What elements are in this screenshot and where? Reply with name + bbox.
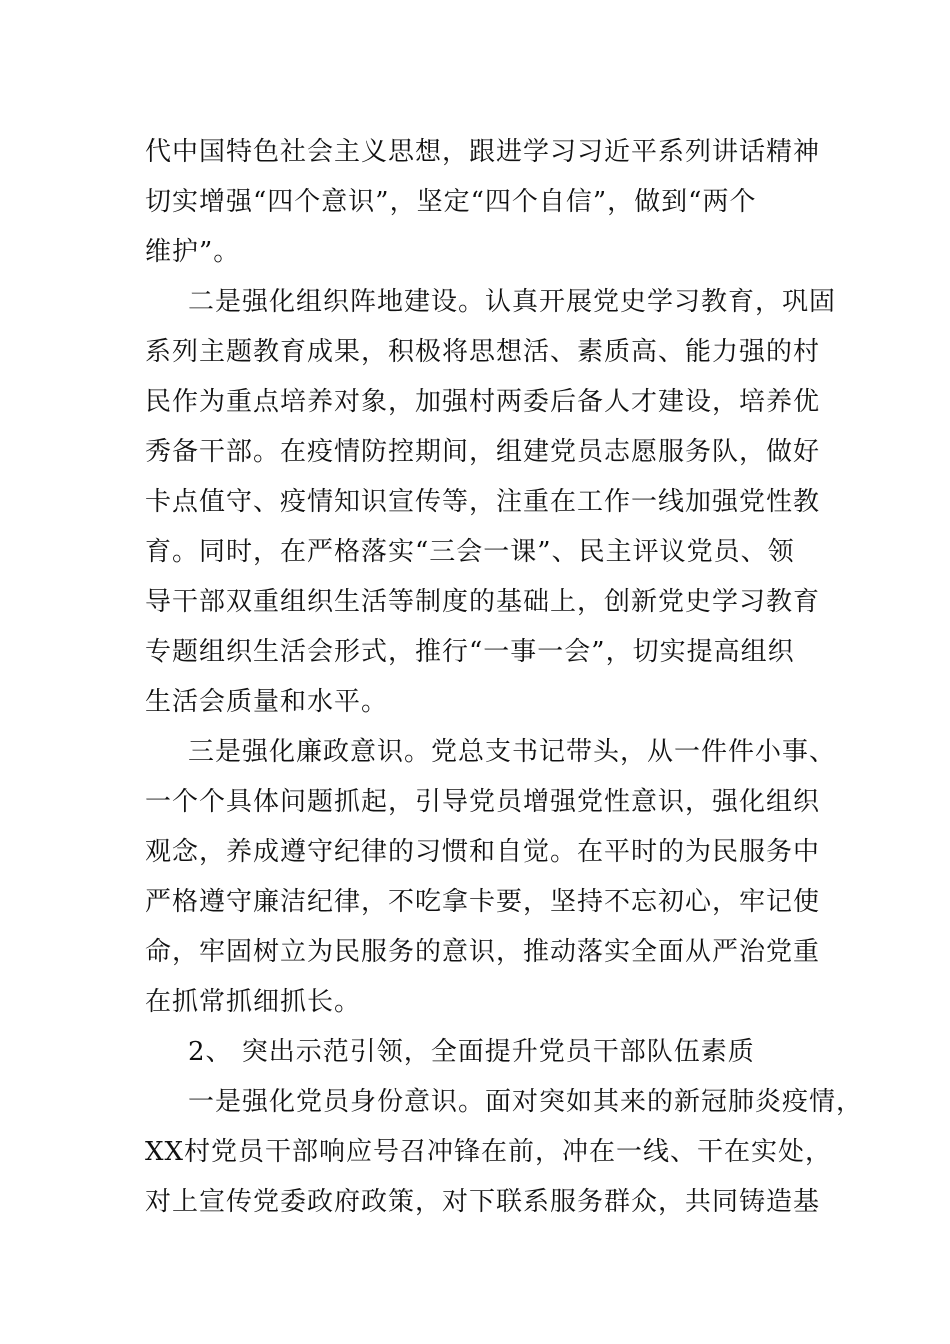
paragraph-start-line: 二是强化组织阵地建设。认真开展党史学习教育，巩固 (188, 287, 837, 317)
text-line: 生活会质量和水平。 (145, 687, 389, 717)
text-line: 系列主题教育成果，积极将思想活、素质高、能力强的村 (145, 337, 821, 367)
text-line: 卡点值守、疫情知识宣传等，注重在工作一线加强党性教 (145, 487, 821, 517)
text-line: 专题组织生活会形式，推行“一事一会”，切实提高组织 (145, 637, 795, 667)
text-line: 对上宣传党委政府政策，对下联系服务群众，共同铸造基 (145, 1187, 821, 1217)
text-line: XX村党员干部响应号召冲锋在前，冲在一线、干在实处， (145, 1137, 833, 1167)
text-line: 一个个具体问题抓起，引导党员增强党性意识，强化组织 (145, 787, 821, 817)
paragraph-start-line: 三是强化廉政意识。党总支书记带头，从一件件小事、 (188, 737, 837, 767)
text-line: 观念，养成遵守纪律的习惯和自觉。在平时的为民服务中 (145, 837, 821, 867)
text-line: 导干部双重组织生活等制度的基础上，创新党史学习教育 (145, 587, 821, 617)
paragraph-start-line: 一是强化党员身份意识。面对突如其来的新冠肺炎疫情， (188, 1087, 864, 1117)
text-line: 严格遵守廉洁纪律，不吃拿卡要，坚持不忘初心，牢记使 (145, 887, 821, 917)
text-line: 维护”。 (145, 237, 241, 267)
text-line: 在抓常抓细抓长。 (145, 987, 362, 1017)
section-heading: 2、 突出示范引领，全面提升党员干部队伍素质 (188, 1037, 755, 1067)
text-line: 民作为重点培养对象，加强村两委后备人才建设，培养优 (145, 387, 821, 417)
text-line: 秀备干部。在疫情防控期间，组建党员志愿服务队，做好 (145, 437, 821, 467)
text-line: 切实增强“四个意识”，坚定“四个自信”，做到“两个 (145, 187, 757, 217)
text-line: 命，牢固树立为民服务的意识，推动落实全面从严治党重 (145, 937, 821, 967)
text-line: 育。同时，在严格落实“三会一课”、民主评议党员、领 (145, 537, 795, 567)
text-line: 代中国特色社会主义思想，跟进学习习近平系列讲话精神 (145, 137, 821, 167)
